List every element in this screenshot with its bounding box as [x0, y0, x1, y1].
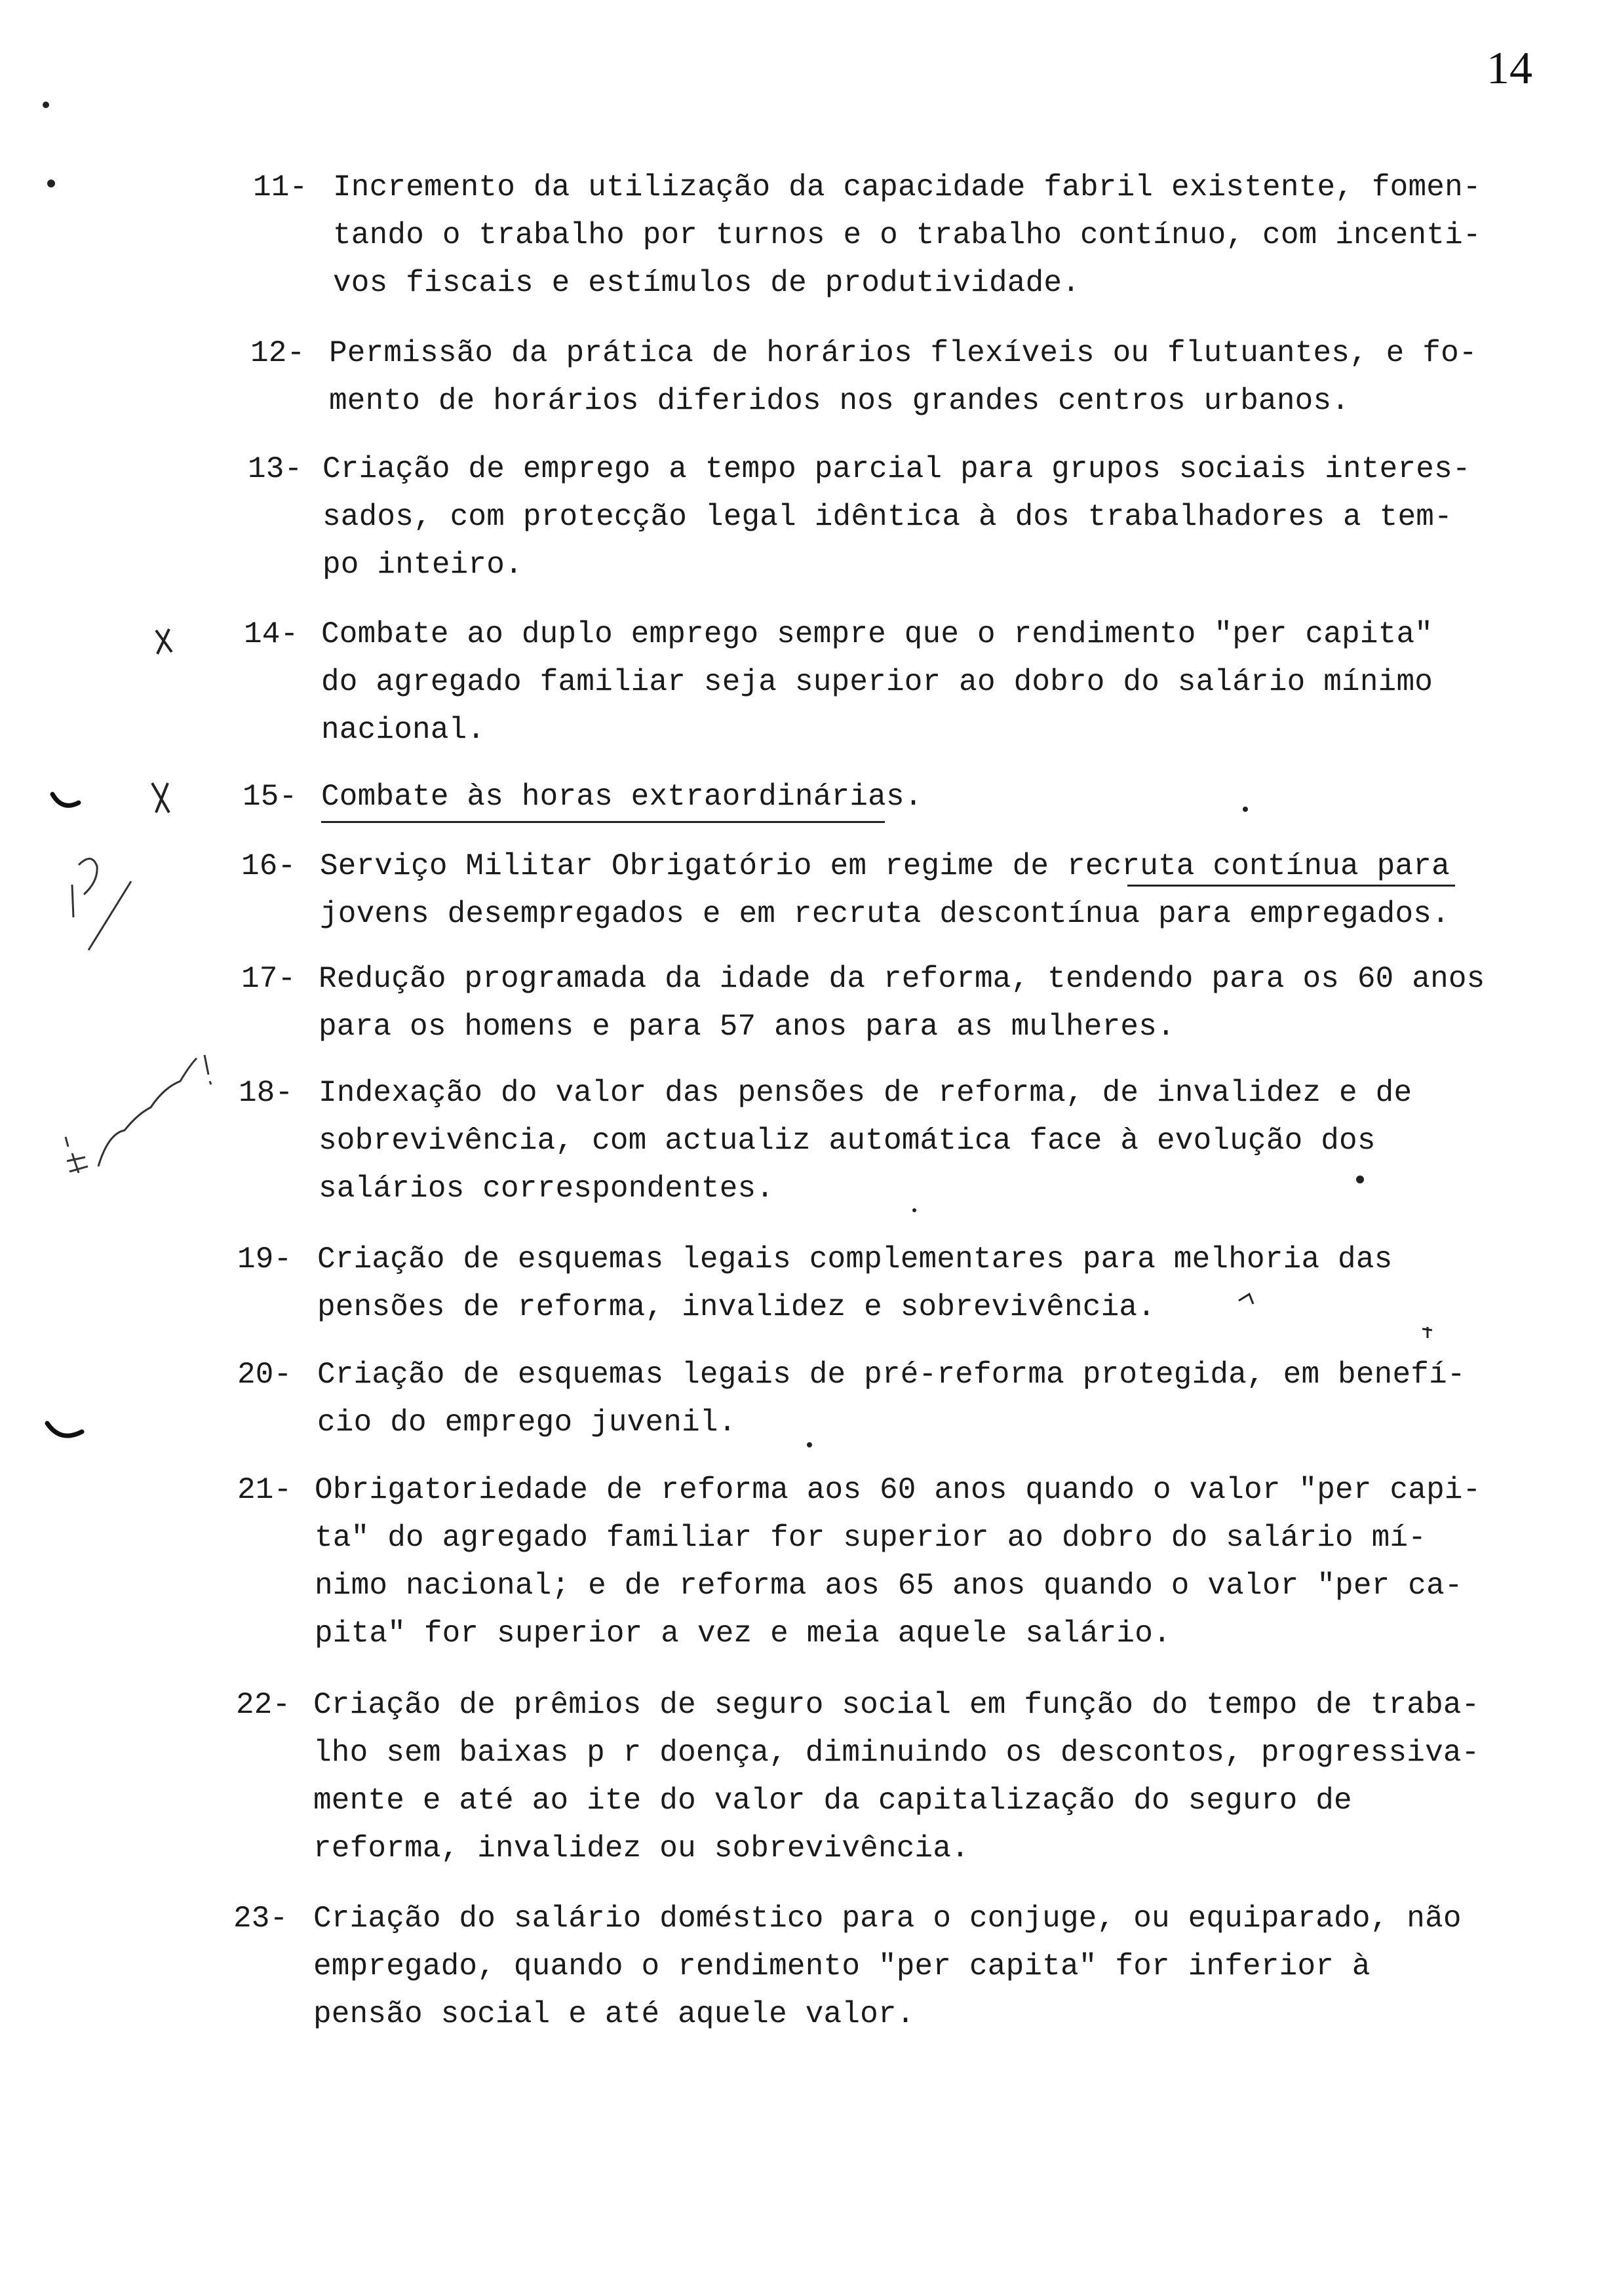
item-line: cio do emprego juvenil. [317, 1406, 737, 1440]
item-text [319, 955, 1485, 1051]
item-line: po inteiro. [322, 548, 523, 582]
item-text [329, 330, 1477, 425]
x-mark-icon [152, 629, 172, 813]
item-line: do agregado familiar seja superior ao dobro do salário mínimo [321, 665, 1433, 699]
item-number: 17- [241, 962, 296, 996]
list-item [236, 1681, 1593, 1878]
item-number: 12- [250, 336, 305, 370]
item-line: tando o trabalho por turnos e o trabalho contínuo, com incenti- [333, 218, 1481, 252]
item-line: empregado, quando o rendimento "per capita" for inferior à [313, 1949, 1371, 1983]
item-line: reforma, invalidez ou sobrevivência. [313, 1831, 969, 1866]
item-text [313, 1681, 1480, 1873]
underline-mark [321, 821, 885, 823]
item-line: Criação do salário doméstico para o conjuge, ou equiparado, não [313, 1902, 1462, 1936]
item-line: pita" for superior a vez e meia aquele salário. [315, 1617, 1171, 1651]
underline-mark [1127, 885, 1455, 887]
item-line: Indexação do valor das pensões de reforma, de invalidez e de [319, 1076, 1412, 1110]
item-line: mente e até ao ite do valor da capitalização do seguro de [313, 1784, 1352, 1818]
item-line: vos fiscais e estímulos de produtividade. [333, 266, 1080, 300]
list-item [233, 1895, 1590, 2046]
item-line: lho sem baixas p r doença, diminuindo os descontos, progressiva- [313, 1736, 1480, 1770]
item-line: para os homens e para 57 anos para as mulheres. [319, 1010, 1175, 1044]
item-number: 16- [241, 849, 296, 883]
list-item [239, 1069, 1589, 1220]
item-line: salários correspondentes. [319, 1172, 775, 1206]
item-line: Combate às horas extraordinárias. [321, 780, 923, 814]
item-text [313, 1895, 1462, 2038]
item-line: pensões de reforma, invalidez e sobrevivência. [317, 1290, 1156, 1324]
item-text [317, 1236, 1392, 1331]
item-line: Serviço Militar Obrigatório em regime de recruta contínua para [320, 849, 1450, 883]
item-line: pensão social e até aquele valor. [313, 1997, 915, 2031]
item-line: Criação de esquemas legais de pré-reforma protegida, em benefí- [317, 1358, 1466, 1392]
item-text [333, 164, 1481, 307]
item-text [321, 773, 923, 821]
item-number: 14- [244, 617, 299, 651]
item-line: Criação de prêmios de seguro social em função do tempo de traba- [313, 1688, 1480, 1722]
item-line: Obrigatoriedade de reforma aos 60 anos quando o valor "per capi- [315, 1473, 1481, 1507]
item-line: Permissão da prática de horários flexíveis ou flutuantes, e fo- [329, 336, 1477, 370]
list-item [248, 446, 1585, 596]
item-text [320, 843, 1450, 938]
item-line: Incremento da utilização da capacidade fabril existente, fomen- [333, 170, 1481, 204]
item-line: ta" do agregado familiar for superior ao dobro do salário mí- [315, 1521, 1427, 1555]
list-item [237, 1466, 1587, 1663]
item-number: 23- [233, 1902, 288, 1936]
item-number: 21- [237, 1473, 292, 1507]
item-line: sobrevivência, com actualiz automática face à evolução dos [319, 1124, 1376, 1158]
item-number: 15- [243, 780, 298, 814]
item-number: 22- [236, 1688, 291, 1722]
handwritten-question-icon [72, 858, 131, 950]
list-item [250, 330, 1581, 428]
item-number: 11- [253, 170, 308, 204]
item-number: 20- [237, 1358, 292, 1392]
item-number: 18- [239, 1076, 294, 1110]
item-number: 13- [248, 452, 303, 486]
item-line: Redução programada da idade da reforma, tendendo para os 60 anos [319, 962, 1485, 996]
check-mark-icon [47, 794, 82, 1436]
item-text [317, 1351, 1466, 1447]
item-line: sados, com protecção legal idêntica à dos trabalhadores a tem- [322, 500, 1452, 534]
item-line: nacional. [321, 713, 486, 747]
list-item [237, 1351, 1587, 1449]
list-item [241, 843, 1585, 941]
item-text [321, 611, 1433, 754]
item-text [322, 446, 1471, 589]
item-line: jovens desempregados e em recruta descontínua para empregados. [320, 897, 1450, 931]
item-number: 19- [237, 1242, 292, 1276]
page-number: 14 [1487, 43, 1532, 94]
list-item [253, 164, 1584, 315]
handwritten-note-icon [66, 1055, 211, 1173]
item-text [315, 1466, 1481, 1658]
list-item [237, 1236, 1587, 1334]
list-item [241, 955, 1591, 1054]
item-line: mento de horários diferidos nos grandes centros urbanos. [329, 384, 1350, 418]
list-item [243, 773, 1580, 826]
item-line: Combate ao duplo emprego sempre que o rendimento "per capita" [321, 617, 1433, 651]
item-line: Criação de emprego a tempo parcial para grupos sociais interes- [322, 452, 1471, 486]
list-item [244, 611, 1581, 761]
item-text [319, 1069, 1412, 1213]
item-line: nimo nacional; e de reforma aos 65 anos quando o valor "per ca- [315, 1569, 1463, 1603]
item-line: Criação de esquemas legais complementares para melhoria das [317, 1242, 1393, 1276]
